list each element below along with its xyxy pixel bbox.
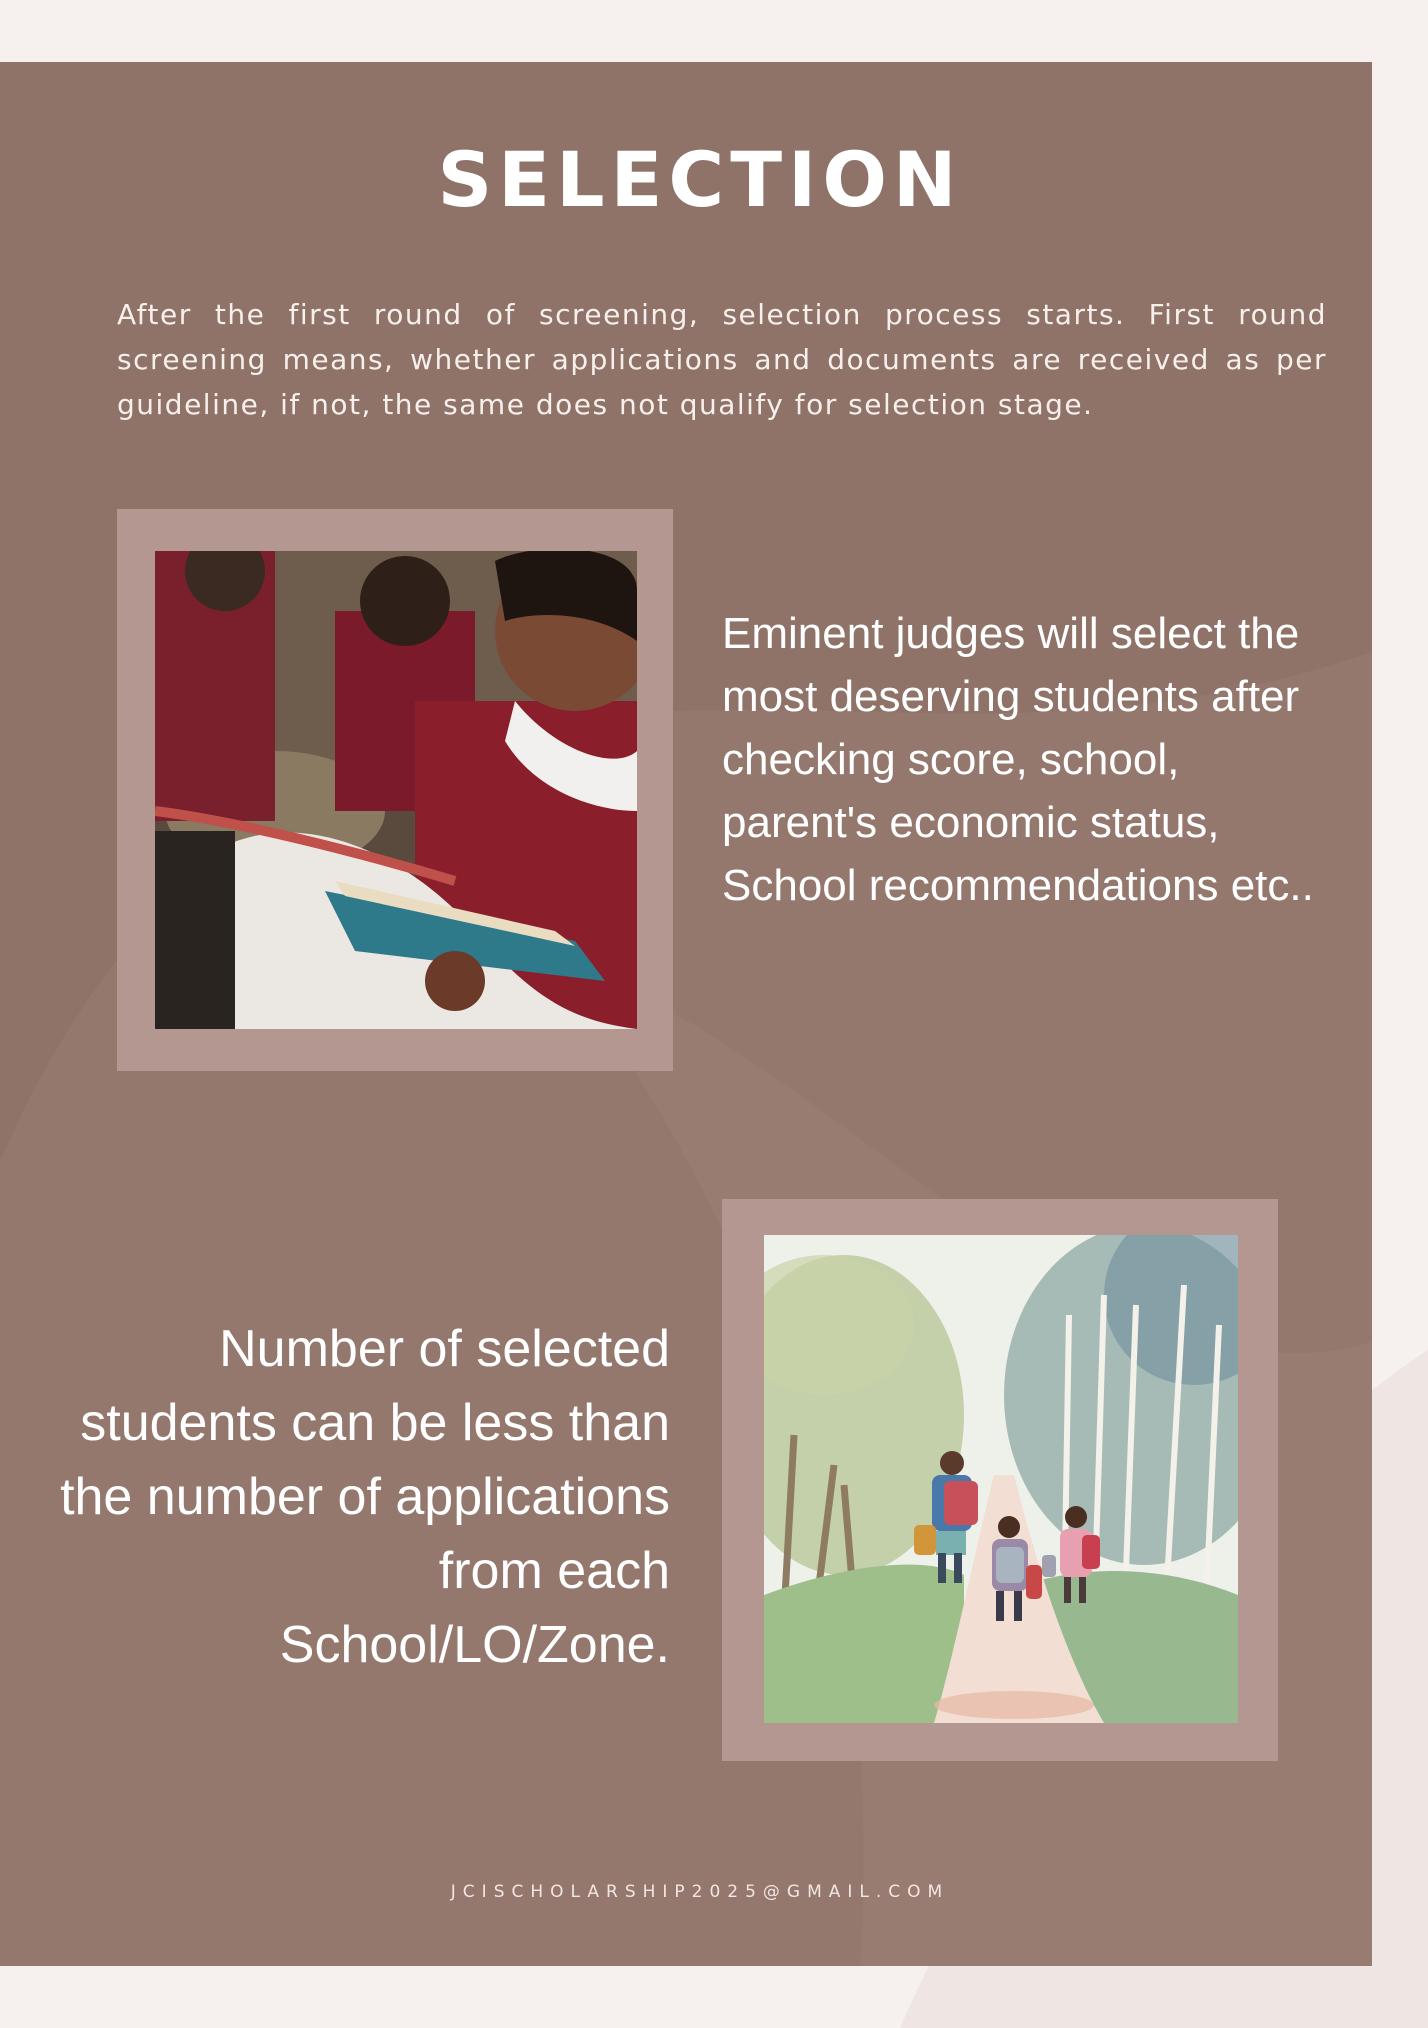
- children-walking-illustration: [764, 1235, 1238, 1723]
- photo-frame-reading-student: [117, 509, 673, 1071]
- selected-students-text: Number of selected students can be less than the number of applications from each School/LO/Zone.: [60, 1320, 670, 1674]
- content-card: [0, 62, 1372, 1966]
- reading-student-photo: [155, 551, 637, 1029]
- judges-selection-text: Eminent judges will select the most deserving students after checking score, school, parent's economic status, School recommendations etc..: [722, 609, 1314, 910]
- page-title: SELECTION: [437, 135, 963, 224]
- contact-email[interactable]: JCISCHOLARSHIP2025@GMAIL.COM: [450, 1882, 950, 1902]
- photo-frame-children-walking: [722, 1199, 1278, 1761]
- intro-paragraph: After the first round of screening, selection process starts. First round screening means, whether applications and documents are received as per guideline, if not, the same does not qualify for selection stage.: [117, 298, 1327, 421]
